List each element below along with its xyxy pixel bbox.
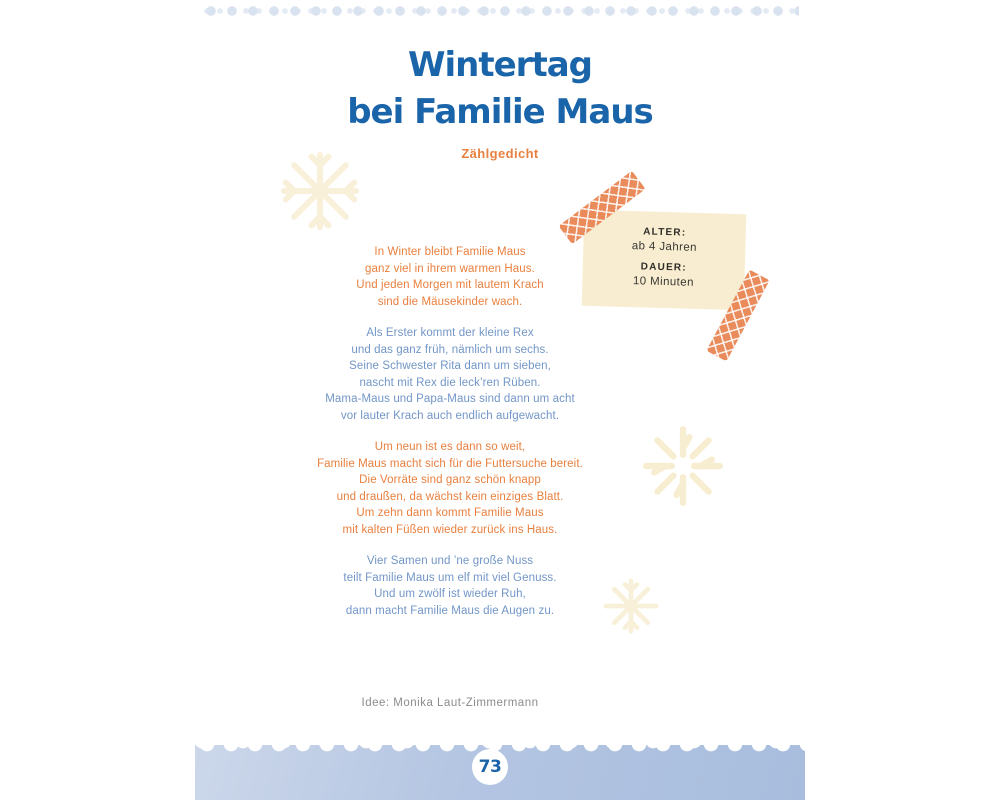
poem-line: Seine Schwester Rita dann um sieben, [349, 360, 551, 372]
duration-label: DAUER: [640, 261, 687, 274]
poem-stanza [225, 553, 675, 619]
poem-stanza [225, 439, 675, 538]
page-subtitle: Zählgedicht [461, 146, 539, 161]
poem-line: vor lauter Krach auch endlich aufgewacht. [340, 409, 560, 422]
dotted-top-border [201, 4, 799, 18]
poem-line: In Winter bleibt Familie Maus [374, 246, 526, 258]
snowflake-icon [277, 148, 363, 234]
poem-line: Und um zwölf ist wieder Ruh, [374, 588, 526, 600]
poem-stanza [225, 325, 675, 424]
age-value: ab 4 Jahren [631, 240, 698, 254]
poem-line: nascht mit Rex die leck’ren Rüben. [359, 376, 541, 389]
page-title-line2: bei Familie Maus [347, 92, 653, 132]
book-page [195, 0, 805, 800]
poem-line: und draußen, da wächst kein einziges Blatt. [336, 490, 564, 503]
poem-line: Die Vorräte sind ganz schön knapp [359, 474, 541, 486]
poem-line: Um neun ist es dann so weit, [374, 441, 526, 453]
page-title [195, 42, 805, 136]
poem-line: sind die Mäusekinder wach. [377, 295, 523, 308]
poem-line: ganz viel in ihrem warmen Haus. [365, 262, 535, 275]
poem-line: Und jeden Morgen mit lautem Krach [356, 279, 544, 291]
poem-line: Vier Samen und ’ne große Nuss [366, 555, 534, 567]
footer-band [195, 745, 805, 800]
duration-value: 10 Minuten [632, 275, 694, 289]
poem-line: Um zehn dann kommt Familie Maus [356, 507, 544, 519]
age-label: ALTER: [643, 226, 687, 239]
poem-line: Mama-Maus und Papa-Maus sind dann um acht [325, 393, 575, 405]
page-number-badge [472, 749, 508, 785]
credit-line: Idee: Monika Laut-Zimmermann [361, 697, 539, 709]
poem-line: Als Erster kommt der kleine Rex [366, 327, 534, 339]
poem-line: teilt Familie Maus um elf mit viel Genuss. [343, 571, 557, 584]
poem [225, 244, 675, 634]
page-number: 73 [478, 757, 502, 777]
poem-line: Familie Maus macht sich für die Futtersuche bereit. [317, 457, 583, 470]
poem-stanza [225, 244, 675, 310]
poem-line: dann macht Familie Maus die Augen zu. [345, 604, 555, 617]
page-title-line1: Wintertag [408, 45, 592, 85]
poem-line: und das ganz früh, nämlich um sechs. [351, 343, 549, 356]
poem-line: mit kalten Füßen wieder zurück ins Haus. [342, 523, 558, 536]
